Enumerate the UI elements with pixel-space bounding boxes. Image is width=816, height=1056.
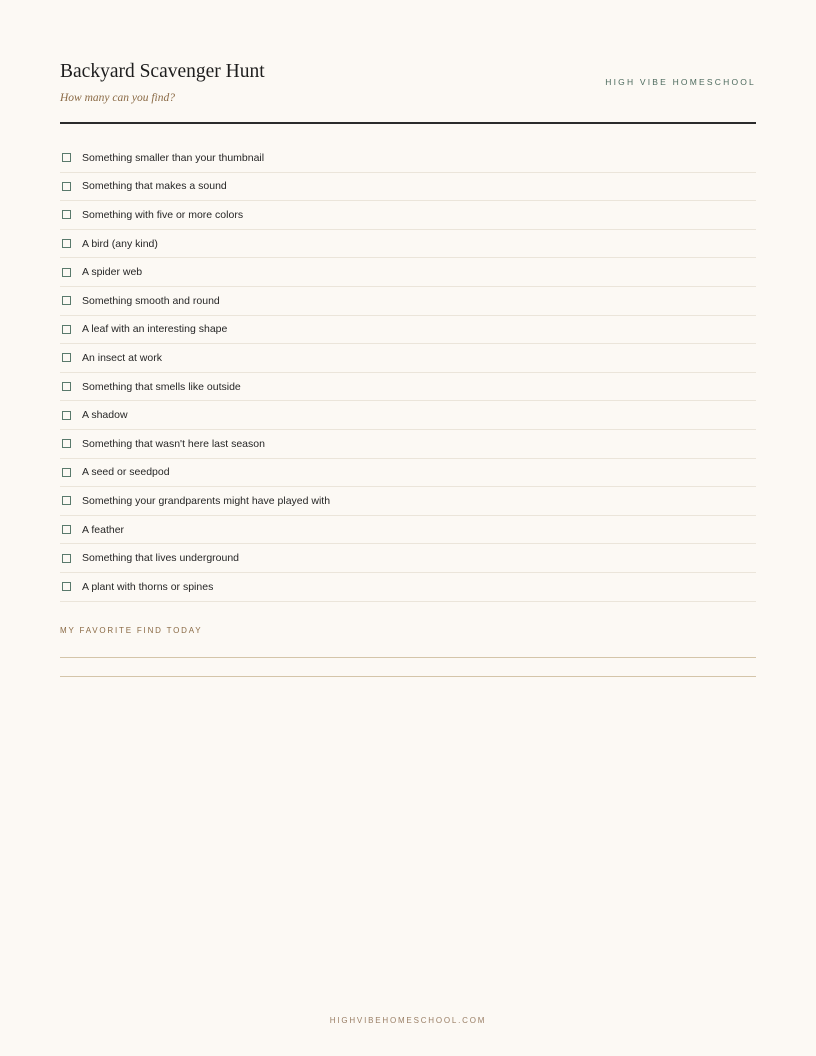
checkbox-icon[interactable] (62, 239, 71, 248)
worksheet-header (60, 0, 756, 124)
checklist-item-label: A shadow (82, 409, 128, 422)
checklist-item-label: A bird (any kind) (82, 237, 158, 250)
brand-name: HIGH VIBE HOMESCHOOL (605, 77, 756, 87)
checklist-item-label: Something your grandparents might have played with (82, 494, 331, 507)
checklist-item[interactable] (60, 459, 756, 488)
checklist-item-label: A spider web (82, 266, 143, 279)
checklist-item-label: Something that lives underground (82, 552, 240, 565)
checkbox-icon[interactable] (62, 268, 71, 277)
checklist-item-label: Something smaller than your thumbnail (82, 151, 265, 164)
checkbox-icon[interactable] (62, 411, 71, 420)
checklist-item[interactable] (60, 373, 756, 402)
checkbox-icon[interactable] (62, 525, 71, 534)
checklist-item[interactable] (60, 516, 756, 545)
checkbox-icon[interactable] (62, 325, 71, 334)
footer-url: HIGHVIBEHOMESCHOOL.COM (329, 1016, 487, 1025)
checkbox-icon[interactable] (62, 439, 71, 448)
checkbox-icon[interactable] (62, 468, 71, 477)
checklist-item-label: A plant with thorns or spines (82, 580, 214, 593)
checklist-item[interactable] (60, 287, 756, 316)
page-subtitle: How many can you find? (60, 92, 175, 104)
favorite-write-line[interactable] (60, 657, 756, 658)
checkbox-icon[interactable] (62, 582, 71, 591)
checkbox-icon[interactable] (62, 554, 71, 563)
checklist-item-label: A leaf with an interesting shape (82, 323, 228, 336)
checkbox-icon[interactable] (62, 296, 71, 305)
scavenger-checklist (60, 144, 756, 602)
checkbox-icon[interactable] (62, 153, 71, 162)
worksheet-page (60, 0, 756, 1056)
checkbox-icon[interactable] (62, 353, 71, 362)
checklist-item[interactable] (60, 258, 756, 287)
checklist-item-label: Something with five or more colors (82, 208, 244, 221)
checklist-item[interactable] (60, 173, 756, 202)
checklist-item[interactable] (60, 144, 756, 173)
checklist-item-label: Something that smells like outside (82, 380, 241, 393)
checklist-item[interactable] (60, 401, 756, 430)
favorite-find-label: MY FAVORITE FIND TODAY (60, 626, 203, 635)
checklist-item-label: Something smooth and round (82, 294, 220, 307)
checklist-item-label: A seed or seedpod (82, 466, 170, 479)
checklist-item[interactable] (60, 430, 756, 459)
checkbox-icon[interactable] (62, 382, 71, 391)
favorite-write-line[interactable] (60, 676, 756, 677)
checkbox-icon[interactable] (62, 496, 71, 505)
page-title: Backyard Scavenger Hunt (60, 61, 265, 82)
checkbox-icon[interactable] (62, 182, 71, 191)
checklist-item[interactable] (60, 316, 756, 345)
checklist-item[interactable] (60, 544, 756, 573)
checklist-item-label: An insect at work (82, 351, 162, 364)
checklist-item[interactable] (60, 573, 756, 602)
checklist-item[interactable] (60, 487, 756, 516)
checklist-item[interactable] (60, 344, 756, 373)
checklist-item-label: A feather (82, 523, 125, 536)
checklist-item[interactable] (60, 230, 756, 259)
checklist-item-label: Something that wasn't here last season (82, 437, 265, 450)
checkbox-icon[interactable] (62, 210, 71, 219)
checklist-item[interactable] (60, 201, 756, 230)
checklist-item-label: Something that makes a sound (82, 180, 227, 193)
